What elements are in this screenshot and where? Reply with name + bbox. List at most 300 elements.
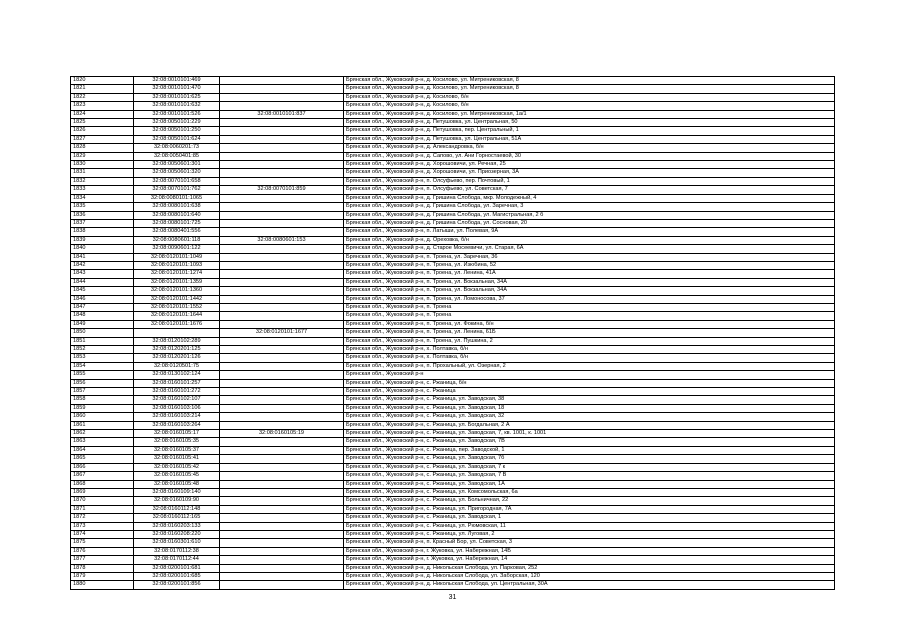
address-cell: Брянская обл., Жуковский р-н, с. Ржаница, б/н xyxy=(344,379,835,387)
row-number-cell: 1853 xyxy=(71,354,134,362)
table-row xyxy=(71,102,835,110)
previous-number-cell: 32:08:0080601:153 xyxy=(220,236,344,244)
address-cell: Брянская обл., Жуковский р-н, п. Троена xyxy=(344,303,835,311)
address-cell: Брянская обл., Жуковский р-н, п. Троена, ул. Ленина, 41А xyxy=(344,270,835,278)
previous-number-cell xyxy=(220,320,344,328)
address-cell: Брянская обл., Жуковский р-н, д. Гришина Слобода, ул. Сосновая, 20 xyxy=(344,219,835,227)
address-cell: Брянская обл., Жуковский р-н, с. Ржаница, ул. Пригородная, 7А xyxy=(344,505,835,513)
previous-number-cell xyxy=(220,228,344,236)
cadastral-number-cell: 32:08:0170112:44 xyxy=(134,556,220,564)
previous-number-cell xyxy=(220,572,344,580)
previous-number-cell: 32:08:0070101:859 xyxy=(220,186,344,194)
previous-number-cell xyxy=(220,362,344,370)
row-number-cell: 1874 xyxy=(71,530,134,538)
address-cell: Брянская обл., Жуковский р-н, с. Ржаница, ул. Заводская, 38 xyxy=(344,396,835,404)
address-cell: Брянская обл., Жуковский р-н, п. Красный Бор, ул. Советская, 3 xyxy=(344,539,835,547)
previous-number-cell xyxy=(220,564,344,572)
address-cell: Брянская обл., Жуковский р-н, д. Старое Мосеевичи, ул. Старая, 6А xyxy=(344,245,835,253)
table-row xyxy=(71,463,835,471)
table-row xyxy=(71,194,835,202)
row-number-cell: 1863 xyxy=(71,438,134,446)
address-cell: Брянская обл., Жуковский р-н, х. Полтавка, б/н xyxy=(344,354,835,362)
address-cell: Брянская обл., Жуковский р-н, д. Косилово, б/н xyxy=(344,93,835,101)
row-number-cell: 1864 xyxy=(71,446,134,454)
cadastral-number-cell: 32:08:0160105:37 xyxy=(134,446,220,454)
cadastral-number-cell: 32:08:0160105:45 xyxy=(134,472,220,480)
row-number-cell: 1845 xyxy=(71,287,134,295)
table-row xyxy=(71,161,835,169)
address-cell: Брянская обл., Жуковский р-н, п. Латыши, ул. Полевая, 9А xyxy=(344,228,835,236)
table-row xyxy=(71,152,835,160)
address-cell: Брянская обл., Жуковский р-н, с. Ржаница, ул. Заводская, 7В xyxy=(344,438,835,446)
cadastral-number-cell: 32:08:0200101:685 xyxy=(134,572,220,580)
table-row xyxy=(71,530,835,538)
table-row xyxy=(71,186,835,194)
cadastral-number-cell: 32:08:0050101:250 xyxy=(134,127,220,135)
table-row xyxy=(71,396,835,404)
previous-number-cell xyxy=(220,261,344,269)
cadastral-number-cell: 32:08:0160105:17 xyxy=(134,430,220,438)
previous-number-cell xyxy=(220,102,344,110)
row-number-cell: 1873 xyxy=(71,522,134,530)
row-number-cell: 1836 xyxy=(71,211,134,219)
row-number-cell: 1835 xyxy=(71,203,134,211)
row-number-cell: 1876 xyxy=(71,547,134,555)
previous-number-cell xyxy=(220,287,344,295)
previous-number-cell xyxy=(220,245,344,253)
table-row xyxy=(71,245,835,253)
address-cell: Брянская обл., Жуковский р-н, с. Ржаница, ул. Заводская, 1 xyxy=(344,514,835,522)
previous-number-cell xyxy=(220,253,344,261)
address-cell: Брянская обл., Жуковский р-н, п. Олсуфьево, пер. Почтовый, 1 xyxy=(344,177,835,185)
cadastral-number-cell: 32:08:0010101:625 xyxy=(134,93,220,101)
table-row xyxy=(71,337,835,345)
previous-number-cell xyxy=(220,161,344,169)
row-number-cell: 1852 xyxy=(71,346,134,354)
row-number-cell: 1879 xyxy=(71,572,134,580)
previous-number-cell xyxy=(220,219,344,227)
previous-number-cell xyxy=(220,119,344,127)
cadastral-number-cell: 32:08:0120101:1442 xyxy=(134,295,220,303)
table-row xyxy=(71,211,835,219)
table-row xyxy=(71,354,835,362)
previous-number-cell xyxy=(220,169,344,177)
cadastral-number-cell: 32:08:0160105:35 xyxy=(134,438,220,446)
table-row xyxy=(71,77,835,85)
row-number-cell: 1846 xyxy=(71,295,134,303)
cadastral-number-cell: 32:08:0160103:264 xyxy=(134,421,220,429)
address-cell: Брянская обл., Жуковский р-н, д. Косилово, ул. Митрениковская, 8 xyxy=(344,85,835,93)
row-number-cell: 1842 xyxy=(71,261,134,269)
address-cell: Брянская обл., Жуковский р-н, д. Косилово, ул. Митрениковская, 1а/1 xyxy=(344,110,835,118)
previous-number-cell xyxy=(220,396,344,404)
cadastral-number-cell: 32:08:0160103:214 xyxy=(134,413,220,421)
previous-number-cell xyxy=(220,303,344,311)
cadastral-number-cell: 32:08:0080101:638 xyxy=(134,203,220,211)
previous-number-cell xyxy=(220,177,344,185)
cadastral-number-cell: 32:08:0160112:165 xyxy=(134,514,220,522)
address-cell: Брянская обл., Жуковский р-н, с. Ржаница, ул. Комсомольская, 6а xyxy=(344,488,835,496)
cadastral-number-cell: 32:08:0050101:229 xyxy=(134,119,220,127)
table-row xyxy=(71,135,835,143)
row-number-cell: 1867 xyxy=(71,472,134,480)
address-cell: Брянская обл., Жуковский р-н, д. Александровка, б/н xyxy=(344,144,835,152)
cadastral-number-cell: 32:08:0160102:107 xyxy=(134,396,220,404)
table-row xyxy=(71,346,835,354)
previous-number-cell xyxy=(220,497,344,505)
previous-number-cell: 32:08:0120101:1677 xyxy=(220,329,344,337)
previous-number-cell xyxy=(220,404,344,412)
row-number-cell: 1861 xyxy=(71,421,134,429)
row-number-cell: 1872 xyxy=(71,514,134,522)
row-number-cell: 1823 xyxy=(71,102,134,110)
address-cell: Брянская обл., Жуковский р-н, п. Троена, ул. Ленина, 61Б xyxy=(344,329,835,337)
address-cell: Брянская обл., Жуковский р-н, д. Гришина Слобода, мкр. Молодежный, 4 xyxy=(344,194,835,202)
table-row xyxy=(71,169,835,177)
cadastral-number-cell: 32:08:0200101:856 xyxy=(134,581,220,589)
previous-number-cell xyxy=(220,581,344,589)
cadastral-number-cell: 32:08:0120102:289 xyxy=(134,337,220,345)
address-cell: Брянская обл., Жуковский р-н, д. Косилово, ул. Митрениковская, 8 xyxy=(344,77,835,85)
row-number-cell: 1880 xyxy=(71,581,134,589)
previous-number-cell xyxy=(220,77,344,85)
row-number-cell: 1859 xyxy=(71,404,134,412)
table-row xyxy=(71,572,835,580)
row-number-cell: 1868 xyxy=(71,480,134,488)
table-row xyxy=(71,312,835,320)
row-number-cell: 1870 xyxy=(71,497,134,505)
row-number-cell: 1828 xyxy=(71,144,134,152)
previous-number-cell xyxy=(220,312,344,320)
cadastral-number-cell: 32:08:0120201:126 xyxy=(134,354,220,362)
cadastral-number-cell: 32:08:0120201:125 xyxy=(134,346,220,354)
table-row xyxy=(71,287,835,295)
table-row xyxy=(71,488,835,496)
cadastral-number-cell: 32:08:0120101:1360 xyxy=(134,287,220,295)
row-number-cell: 1866 xyxy=(71,463,134,471)
row-number-cell: 1833 xyxy=(71,186,134,194)
previous-number-cell xyxy=(220,413,344,421)
address-cell: Брянская обл., Жуковский р-н, с. Ржаница, ул. Заводская, 1А xyxy=(344,480,835,488)
previous-number-cell xyxy=(220,514,344,522)
row-number-cell: 1858 xyxy=(71,396,134,404)
address-cell: Брянская обл., Жуковский р-н, п. Троена, ул. Фокина, б/н xyxy=(344,320,835,328)
row-number-cell: 1848 xyxy=(71,312,134,320)
table-row xyxy=(71,362,835,370)
cadastral-number-cell: 32:08:0070101:762 xyxy=(134,186,220,194)
row-number-cell: 1837 xyxy=(71,219,134,227)
row-number-cell: 1825 xyxy=(71,119,134,127)
address-cell: Брянская обл., Жуковский р-н, с. Ржаница, ул. Заводская, 32 xyxy=(344,413,835,421)
cadastral-number-cell: 32:08:0160208:220 xyxy=(134,530,220,538)
row-number-cell: 1849 xyxy=(71,320,134,328)
cadastral-number-cell: 32:08:0160105:48 xyxy=(134,480,220,488)
cadastral-number-cell: 32:08:0160105:42 xyxy=(134,463,220,471)
table-row xyxy=(71,203,835,211)
address-cell: Брянская обл., Жуковский р-н, с. Ржаница, ул. Больничная, 22 xyxy=(344,497,835,505)
previous-number-cell xyxy=(220,547,344,555)
address-cell: Брянская обл., Жуковский р-н, д. Никольская Слобода, ул. Парковая, 252 xyxy=(344,564,835,572)
cadastral-number-cell: 32:08:0160101:257 xyxy=(134,379,220,387)
row-number-cell: 1834 xyxy=(71,194,134,202)
address-cell: Брянская обл., Жуковский р-н, с. Ржаница, ул. Рюмовская, 11 xyxy=(344,522,835,530)
table-row xyxy=(71,379,835,387)
table-row xyxy=(71,329,835,337)
address-cell: Брянская обл., Жуковский р-н, г. Жуковка, ул. Набережная, 14Б xyxy=(344,547,835,555)
table-row xyxy=(71,522,835,530)
cadastral-number-cell: 32:08:0160203:133 xyxy=(134,522,220,530)
table-row xyxy=(71,564,835,572)
cadastral-number-cell: 32:08:0120101:1552 xyxy=(134,303,220,311)
cadastral-number-cell: 32:08:0080101:1065 xyxy=(134,194,220,202)
address-cell: Брянская обл., Жуковский р-н, д. Хорошовичи, ул. Приозерная, 3А xyxy=(344,169,835,177)
address-cell: Брянская обл., Жуковский р-н, д. Косилово, б/н xyxy=(344,102,835,110)
previous-number-cell xyxy=(220,295,344,303)
previous-number-cell xyxy=(220,388,344,396)
address-cell: Брянская обл., Жуковский р-н, п. Троена xyxy=(344,312,835,320)
row-number-cell: 1877 xyxy=(71,556,134,564)
cadastral-number-cell: 32:08:0080101:725 xyxy=(134,219,220,227)
address-cell: Брянская обл., Жуковский р-н, с. Ржаница, пер. Заводской, 1 xyxy=(344,446,835,454)
row-number-cell: 1871 xyxy=(71,505,134,513)
row-number-cell: 1840 xyxy=(71,245,134,253)
address-cell: Брянская обл., Жуковский р-н, д. Петушовка, ул. Центральная, 51А xyxy=(344,135,835,143)
previous-number-cell xyxy=(220,93,344,101)
previous-number-cell: 32:08:0010101:837 xyxy=(220,110,344,118)
table-row xyxy=(71,388,835,396)
address-cell: Брянская обл., Жуковский р-н, п. Троена, ул. Пушкина, 2 xyxy=(344,337,835,345)
table-body xyxy=(71,77,835,590)
address-cell: Брянская обл., Жуковский р-н, д. Никольская Слобода, ул. Центральная, 30А xyxy=(344,581,835,589)
cadastral-number-cell: 32:08:0050601:301 xyxy=(134,161,220,169)
table-row xyxy=(71,413,835,421)
cadastral-number-cell: 32:08:0080401:556 xyxy=(134,228,220,236)
previous-number-cell xyxy=(220,488,344,496)
cadastral-number-cell: 32:08:0010101:526 xyxy=(134,110,220,118)
row-number-cell: 1862 xyxy=(71,430,134,438)
row-number-cell: 1824 xyxy=(71,110,134,118)
row-number-cell: 1844 xyxy=(71,278,134,286)
previous-number-cell xyxy=(220,505,344,513)
row-number-cell: 1830 xyxy=(71,161,134,169)
table-row xyxy=(71,270,835,278)
table-row xyxy=(71,228,835,236)
address-cell: Брянская обл., Жуковский р-н, с. Ржаница, ул. Заводская, 7б xyxy=(344,455,835,463)
table-row xyxy=(71,430,835,438)
row-number-cell: 1826 xyxy=(71,127,134,135)
previous-number-cell: 32:08:0160105:19 xyxy=(220,430,344,438)
previous-number-cell xyxy=(220,446,344,454)
cadastral-number-cell: 32:08:0050401:85 xyxy=(134,152,220,160)
previous-number-cell xyxy=(220,270,344,278)
address-cell: Брянская обл., Жуковский р-н, п. Прохальный, ул. Озерная, 2 xyxy=(344,362,835,370)
previous-number-cell xyxy=(220,337,344,345)
row-number-cell: 1820 xyxy=(71,77,134,85)
previous-number-cell xyxy=(220,85,344,93)
address-cell: Брянская обл., Жуковский р-н, х. Полтавка, б/н xyxy=(344,346,835,354)
row-number-cell: 1865 xyxy=(71,455,134,463)
row-number-cell: 1843 xyxy=(71,270,134,278)
table-row xyxy=(71,556,835,564)
table-row xyxy=(71,497,835,505)
row-number-cell: 1869 xyxy=(71,488,134,496)
previous-number-cell xyxy=(220,556,344,564)
address-cell: Брянская обл., Жуковский р-н, п. Троена, ул. Изюбина, 52 xyxy=(344,261,835,269)
address-cell: Брянская обл., Жуковский р-н, п. Олсуфьево, ул. Советская, 7 xyxy=(344,186,835,194)
table-row xyxy=(71,295,835,303)
row-number-cell: 1856 xyxy=(71,379,134,387)
table-row xyxy=(71,144,835,152)
row-number-cell: 1854 xyxy=(71,362,134,370)
table-row xyxy=(71,547,835,555)
cadastral-number-cell: 32:08:0170112:38 xyxy=(134,547,220,555)
cadastral-number-cell: 32:08:0160105:41 xyxy=(134,455,220,463)
cadastral-number-cell: 32:08:0060201:73 xyxy=(134,144,220,152)
cadastral-number-cell: 32:08:0010101:469 xyxy=(134,77,220,85)
table-row xyxy=(71,472,835,480)
row-number-cell: 1855 xyxy=(71,371,134,379)
cadastral-number-cell: 32:08:0160109:140 xyxy=(134,488,220,496)
address-cell: Брянская обл., Жуковский р-н, д. Гришина Слобода, ул. Заречная, 3 xyxy=(344,203,835,211)
address-cell: Брянская обл., Жуковский р-н, с. Ржаница, ул. Заводская, 18 xyxy=(344,404,835,412)
row-number-cell: 1841 xyxy=(71,253,134,261)
table-row xyxy=(71,371,835,379)
page-number: 31 xyxy=(448,594,457,601)
address-cell: Брянская обл., Жуковский р-н, д. Никольская Слобода, ул. Заборская, 120 xyxy=(344,572,835,580)
cadastral-number-cell: 32:08:0160112:148 xyxy=(134,505,220,513)
row-number-cell: 1838 xyxy=(71,228,134,236)
address-cell: Брянская обл., Жуковский р-н, п. Троена, ул. Заречная, 36 xyxy=(344,253,835,261)
table-row xyxy=(71,278,835,286)
previous-number-cell xyxy=(220,371,344,379)
cadastral-number-cell: 32:08:0160103:106 xyxy=(134,404,220,412)
cadastral-number-cell: 32:08:0120101:1359 xyxy=(134,278,220,286)
address-cell: Брянская обл., Жуковский р-н, п. Троена, ул. Ломоносова, 37 xyxy=(344,295,835,303)
cadastral-number-cell: 32:08:0080601:118 xyxy=(134,236,220,244)
address-cell: Брянская обл., Жуковский р-н, с. Ржаница xyxy=(344,388,835,396)
row-number-cell: 1829 xyxy=(71,152,134,160)
address-cell: Брянская обл., Жуковский р-н xyxy=(344,371,835,379)
address-cell: Брянская обл., Жуковский р-н, г. Жуковка, ул. Набережная, 14 xyxy=(344,556,835,564)
table-row xyxy=(71,110,835,118)
table-row xyxy=(71,253,835,261)
previous-number-cell xyxy=(220,211,344,219)
cadastral-number-cell: 32:08:0070101:658 xyxy=(134,177,220,185)
cadastral-number-cell: 32:08:0010101:632 xyxy=(134,102,220,110)
row-number-cell: 1822 xyxy=(71,93,134,101)
row-number-cell: 1851 xyxy=(71,337,134,345)
table-row xyxy=(71,93,835,101)
previous-number-cell xyxy=(220,152,344,160)
previous-number-cell xyxy=(220,194,344,202)
cadastral-number-cell: 32:08:0120501:75 xyxy=(134,362,220,370)
table-row xyxy=(71,219,835,227)
previous-number-cell xyxy=(220,379,344,387)
previous-number-cell xyxy=(220,472,344,480)
address-cell: Брянская обл., Жуковский р-н, с. Ржаница, ул. Луговая, 2 xyxy=(344,530,835,538)
previous-number-cell xyxy=(220,203,344,211)
cadastral-number-cell: 32:08:0080101:640 xyxy=(134,211,220,219)
table-row xyxy=(71,303,835,311)
cadastral-number-cell: 32:08:0160301:610 xyxy=(134,539,220,547)
address-cell: Брянская обл., Жуковский р-н, д. Ореховка, б/н xyxy=(344,236,835,244)
row-number-cell: 1832 xyxy=(71,177,134,185)
previous-number-cell xyxy=(220,455,344,463)
previous-number-cell xyxy=(220,346,344,354)
previous-number-cell xyxy=(220,421,344,429)
cadastral-number-cell: 32:08:0200101:681 xyxy=(134,564,220,572)
row-number-cell: 1860 xyxy=(71,413,134,421)
cadastral-number-cell: 32:08:0120101:1049 xyxy=(134,253,220,261)
cadastral-number-cell: 32:08:0050101:624 xyxy=(134,135,220,143)
previous-number-cell xyxy=(220,522,344,530)
address-cell: Брянская обл., Жуковский р-н, д. Сапово, ул. Ани Горностаевой, 30 xyxy=(344,152,835,160)
previous-number-cell xyxy=(220,278,344,286)
table-row xyxy=(71,177,835,185)
cadastral-number-cell xyxy=(134,329,220,337)
address-cell: Брянская обл., Жуковский р-н, п. Троена, ул. Вокзальная, 34А xyxy=(344,278,835,286)
table-row xyxy=(71,320,835,328)
address-cell: Брянская обл., Жуковский р-н, с. Ржаница, ул. Заводская, 7 к xyxy=(344,463,835,471)
table-row xyxy=(71,119,835,127)
address-cell: Брянская обл., Жуковский р-н, с. Ржаница, ул. Заводская, 7 В xyxy=(344,472,835,480)
address-cell: Брянская обл., Жуковский р-н, с. Ржаница, ул. Богдальная, 2 А xyxy=(344,421,835,429)
previous-number-cell xyxy=(220,480,344,488)
address-cell: Брянская обл., Жуковский р-н, д. Петушовка, пер. Центральный, 1 xyxy=(344,127,835,135)
previous-number-cell xyxy=(220,539,344,547)
cadastral-number-cell: 32:08:0120101:1093 xyxy=(134,261,220,269)
row-number-cell: 1831 xyxy=(71,169,134,177)
table-row xyxy=(71,127,835,135)
address-cell: Брянская обл., Жуковский р-н, с. Ржаница, ул. Заводская, 7, кв. 1001, к. 1001 xyxy=(344,430,835,438)
table-row xyxy=(71,404,835,412)
previous-number-cell xyxy=(220,530,344,538)
row-number-cell: 1850 xyxy=(71,329,134,337)
table-row xyxy=(71,539,835,547)
previous-number-cell xyxy=(220,463,344,471)
table-row xyxy=(71,236,835,244)
table-row xyxy=(71,438,835,446)
cadastral-number-cell: 32:08:0120101:1676 xyxy=(134,320,220,328)
table-row xyxy=(71,421,835,429)
previous-number-cell xyxy=(220,135,344,143)
cadastral-number-cell: 32:08:0090601:122 xyxy=(134,245,220,253)
table-row xyxy=(71,505,835,513)
previous-number-cell xyxy=(220,438,344,446)
cadastral-number-cell: 32:08:0010101:470 xyxy=(134,85,220,93)
table-row xyxy=(71,446,835,454)
row-number-cell: 1875 xyxy=(71,539,134,547)
table-row xyxy=(71,514,835,522)
address-cell: Брянская обл., Жуковский р-н, д. Петушовка, ул. Центральная, 50 xyxy=(344,119,835,127)
row-number-cell: 1857 xyxy=(71,388,134,396)
row-number-cell: 1839 xyxy=(71,236,134,244)
address-cell: Брянская обл., Жуковский р-н, п. Троена, ул. Вокзальная, 34А xyxy=(344,287,835,295)
table-row xyxy=(71,480,835,488)
cadastral-number-cell: 32:08:0160101:272 xyxy=(134,388,220,396)
row-number-cell: 1878 xyxy=(71,564,134,572)
address-cell: Брянская обл., Жуковский р-н, д. Гришина Слобода, ул. Магистральная, 2 б xyxy=(344,211,835,219)
address-cell: Брянская обл., Жуковский р-н, д. Хорошовичи, ул. Речная, 25 xyxy=(344,161,835,169)
cadastral-number-cell: 32:08:0120101:1274 xyxy=(134,270,220,278)
previous-number-cell xyxy=(220,354,344,362)
cadastral-number-cell: 32:08:0050601:320 xyxy=(134,169,220,177)
cadastral-number-cell: 32:08:0160109:90 xyxy=(134,497,220,505)
row-number-cell: 1827 xyxy=(71,135,134,143)
row-number-cell: 1821 xyxy=(71,85,134,93)
table-row xyxy=(71,581,835,589)
previous-number-cell xyxy=(220,144,344,152)
